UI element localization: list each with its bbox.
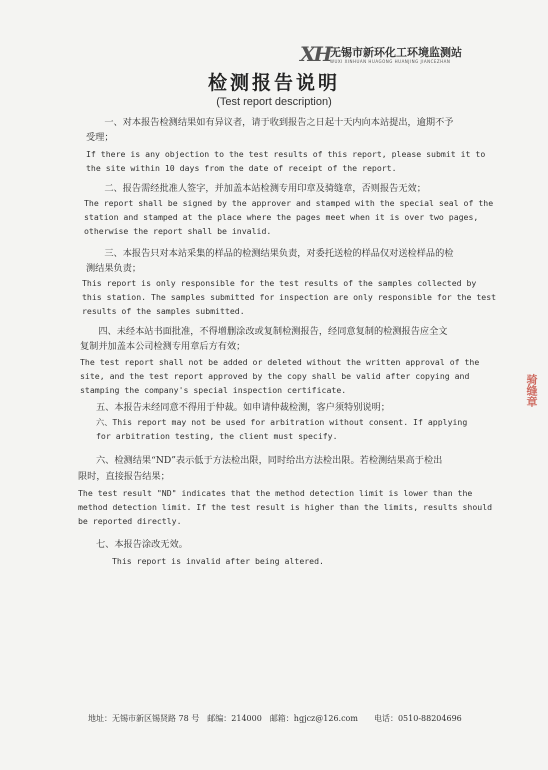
station-logo [300,42,480,68]
section-6-en-line-1: The test result "ND" indicates that the method detection limit is lower than the [78,488,473,498]
footer-phone: 电话：0510-88204696 [373,714,462,723]
section-4-cn-line-1: 四、未经本站书面批准，不得增删涂改或复制检测报告，经同意复制的检测报告应全文 [80,326,448,337]
page-footer [88,713,462,724]
section-2-en-line-2: station and stamped at the place where the pages meet when it is over two pages, [84,212,479,222]
section-6-en-line-3: be reported directly. [78,516,182,526]
section-5-en-line-1: 六、This report may not be used for arbitration without consent. If applying [96,417,468,427]
logo-english-name: WUXI XINHUAN HUAGONG HUANJING JIANCEZHAN [330,59,451,64]
section-2-cn-line-1: 二、报告需经批准人签字，并加盖本站检测专用印章及骑缝章，否则报告无效； [86,183,426,194]
footer-email: 邮箱：hgjcz@126.com [269,714,358,723]
section-4-en-line-1: The test report shall not be added or deleted without the written approval of the [80,357,480,367]
footer-postcode: 邮编：214000 [207,714,262,723]
section-3-cn-line-1: 三、本报告只对本站采集的样品的检测结果负责，对委托送检的样品仅对送检样品的检 [86,248,454,259]
section-3-en-line-3: results of the samples submitted. [82,306,245,316]
section-4-cn-line-2: 复制并加盖本公司检测专用章后方有效； [80,341,246,352]
section-7-en-line-1: This report is invalid after being altered. [112,556,324,566]
section-1-cn-line-1: 一、对本报告检测结果如有异议者，请于收到报告之日起十天内向本站提出，逾期不予 [86,117,454,128]
logo-mark: XH [300,42,331,66]
seam-stamp: 骑缝章 [525,373,538,407]
footer-address: 地址：无锡市新区锡贤路 78 号 [88,714,200,723]
section-6-cn-line-2: 限时，直接报告结果； [78,471,170,482]
section-4-en-line-2: site, and the test report approved by the copy shall be valid after copying and [80,371,470,381]
section-6-en-line-2: method detection limit. If the test result is higher than the limits, results should [78,502,493,512]
section-3-cn-line-2: 测结果负责； [86,263,142,274]
section-1-cn-line-2: 受理； [86,132,114,143]
section-3-en-line-1: This report is only responsible for the test results of the samples collected by [82,278,477,288]
section-5-en-line-2: for arbitration testing, the client must specify. [96,431,338,441]
section-4-en-line-3: stamping the company's special inspection certificate. [80,385,347,395]
section-1-en-line-2: the site within 10 days from the date of receipt of the report. [86,163,397,173]
section-7-cn-line-1: 七、本报告涂改无效。 [96,539,188,550]
section-1-en-line-1: If there is any objection to the test results of this report, please submit it to [86,149,486,159]
section-2-en-line-1: The report shall be signed by the approver and stamped with the special seal of the [84,198,494,208]
page-title: 检测报告说明 [207,72,340,94]
section-3-en-line-2: this station. The samples submitted for inspection are only responsible for the test [82,292,497,302]
section-2-en-line-3: otherwise the report shall be invalid. [84,226,272,236]
logo-chinese-name: 无锡市新环化工环境监测站 [330,46,462,59]
page-subtitle: (Test report description) [216,96,332,108]
section-6-cn-line-1: 六、检测结果“ND”表示低于方法检出限，同时给出方法检出限。若检测结果高于检出 [96,455,443,466]
section-5-cn-line-1: 五、本报告未经同意不得用于仲裁。如申请仲裁检测，客户须特别说明； [96,402,390,413]
